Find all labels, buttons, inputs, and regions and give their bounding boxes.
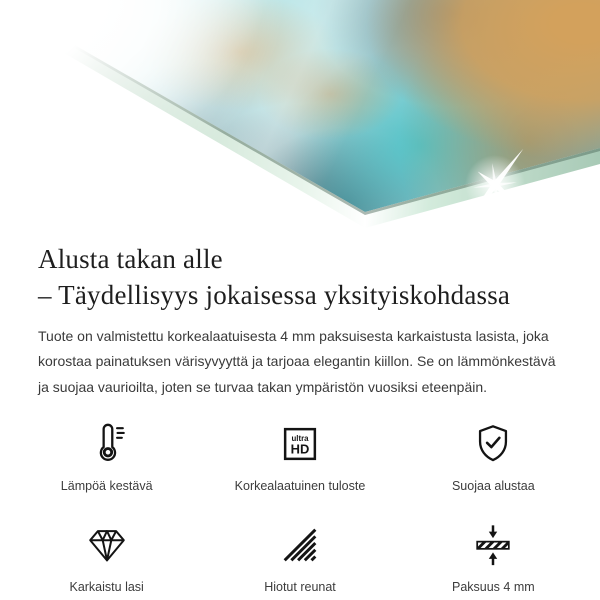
- ultra-hd-icon: [277, 420, 323, 468]
- sparkle-glint-icon: [447, 137, 543, 233]
- page-title-line1: Alusta takan alle: [38, 244, 223, 274]
- feature-print-quality: [203, 420, 396, 493]
- thermometer-icon: [84, 420, 130, 468]
- feature-label: Korkealaatuinen tuloste: [234, 478, 366, 493]
- feature-label: Suojaa alustaa: [451, 478, 535, 493]
- feature-label: Karkaistu lasi: [69, 579, 144, 594]
- page-title-line2: – Täydellisyys jokaisessa yksityiskohdassa: [38, 279, 511, 310]
- feature-protects-base: [397, 420, 590, 493]
- feature-grid: [0, 420, 600, 594]
- feature-label: Hiotut reunat: [264, 579, 336, 594]
- feature-thickness: [397, 521, 590, 594]
- feature-label: Paksuus 4 mm: [451, 579, 535, 594]
- product-info-section: [0, 242, 600, 400]
- svg-text:ultra: ultra: [291, 433, 309, 443]
- feature-polished-edges: [203, 521, 396, 594]
- product-image: [0, 0, 600, 235]
- feature-heat-resistant: [10, 420, 203, 493]
- feature-tempered-glass: [10, 521, 203, 594]
- diamond-icon: [84, 521, 130, 569]
- feature-label: Lämpöä kestävä: [60, 478, 153, 493]
- page-title: [38, 242, 562, 313]
- thickness-icon: [470, 521, 516, 569]
- shield-check-icon: [470, 420, 516, 468]
- polished-edges-icon: [277, 521, 323, 569]
- product-description: Tuote on valmistettu korkealaatuisesta 4 mm paksuisesta karkaistusta lasista, joka korostaa painatuksen värisyvyyttä ja tarjoaa elegantin kiillon. Se on lämmönkestävä ja suojaa vaurioilta, joten se turvaa takan ympäristön vuosiksi eteenpäin.: [38, 328, 556, 395]
- svg-text:HD: HD: [290, 441, 310, 457]
